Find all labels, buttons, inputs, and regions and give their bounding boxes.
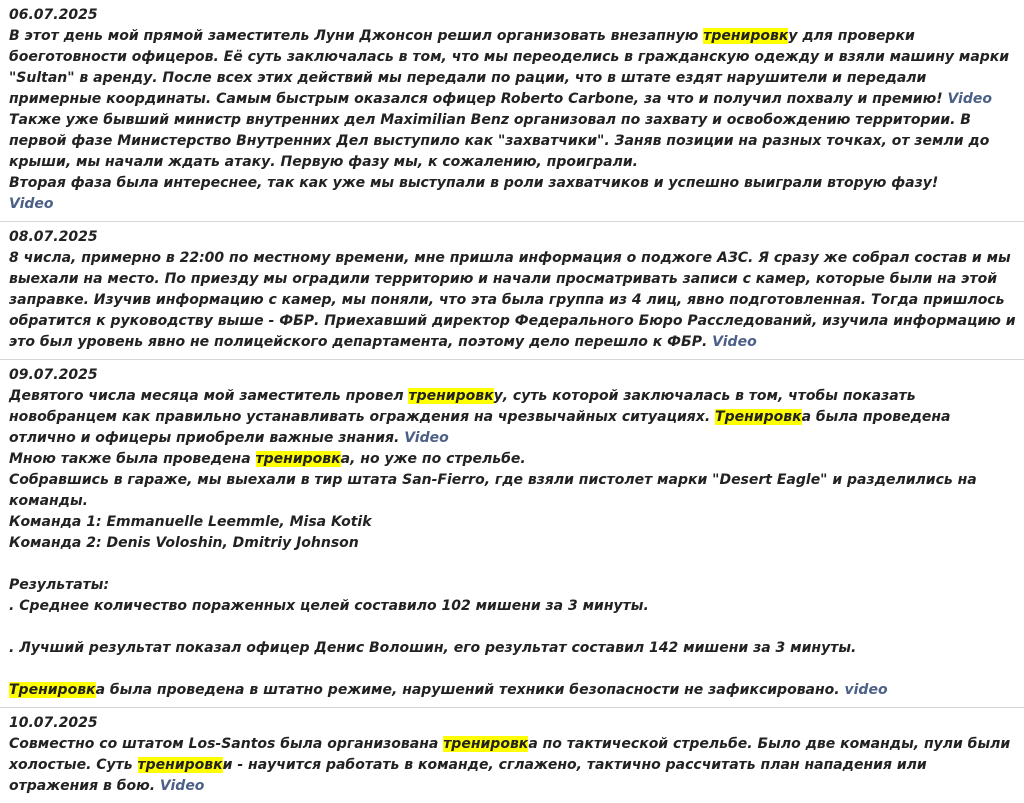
- paragraph-text: а была проведена в штатно режиме, нарушений техники безопасности не зафиксировано.: [95, 682, 845, 698]
- paragraph-text: а по тактической стрельбе. Было две команды, пули были холостые. Суть: [9, 736, 1011, 773]
- video-link[interactable]: Video: [9, 196, 54, 212]
- report-paragraph: [9, 533, 1018, 554]
- video-link[interactable]: Video: [712, 334, 757, 350]
- highlighted-term: тренировк: [443, 736, 529, 752]
- paragraph-text: Результаты:: [9, 577, 110, 593]
- highlighted-term: тренировк: [255, 451, 341, 467]
- highlighted-term: Тренировк: [715, 409, 802, 425]
- video-link[interactable]: video: [844, 682, 888, 698]
- report-entry: [0, 360, 1024, 708]
- report-paragraph: [9, 110, 1018, 173]
- video-link[interactable]: Video: [404, 430, 449, 446]
- paragraph-text: Команда 1: Emmanuelle Leemmle, Misa Kotik: [9, 514, 372, 530]
- report-paragraph: [9, 680, 1018, 701]
- report-paragraph: [9, 575, 1018, 596]
- report-paragraph: [9, 449, 1018, 470]
- paragraph-text: Мною также была проведена: [9, 451, 256, 467]
- report-paragraph: [9, 638, 1018, 659]
- report-paragraph: [9, 470, 1018, 512]
- report-paragraph: [9, 386, 1018, 449]
- video-link[interactable]: Video: [947, 91, 992, 107]
- paragraph-text: Совместно со штатом Los-Santos была организована: [9, 736, 444, 752]
- highlighted-term: Тренировк: [9, 682, 96, 698]
- blank-line: [9, 554, 1018, 575]
- paragraph-text: 8 числа, примерно в 22:00 по местному времени, мне пришла информация о поджоге АЗС. Я сразу же собрал состав и мы выехали на место. По приезду мы оградили территорию и начали просматривать записи с камер, которые были на этой заправке. Изучив информацию с камер, мы поняли, что эта была группа из 4 лиц, явно подготовленная. Тогда пришлось обратится к руководству выше - ФБР. Приехавший директор Федерального Бюро Расследований, изучила информацию и это был уровень явно не полицейского департамента, поэтому дело перешло к ФБР.: [9, 250, 1016, 350]
- report-entry: [0, 708, 1024, 803]
- highlighted-term: тренировк: [137, 757, 223, 773]
- report-paragraph: [9, 596, 1018, 617]
- blank-line: [9, 659, 1018, 680]
- entry-date: 10.07.2025: [9, 715, 98, 731]
- report-entry: [0, 0, 1024, 222]
- highlighted-term: тренировк: [703, 28, 789, 44]
- report-paragraph: [9, 512, 1018, 533]
- blank-line: [9, 617, 1018, 638]
- report-paragraph: [9, 173, 1018, 194]
- highlighted-term: тренировк: [408, 388, 494, 404]
- paragraph-text: у для проверки боеготовности офицеров. Её суть заключалась в том, что мы переоделись в гражданскую одежду и взяли машину марки "Sultan" в аренду. После всех этих действий мы передали по рации, что в штате ездят нарушители и передали примерные координаты. Самым быстрым оказался офицер Roberto Carbone, за что и получил похвалу и премию!: [9, 28, 1010, 107]
- paragraph-text: Вторая фаза была интереснее, так как уже мы выступали в роли захватчиков и успешно выиграли вторую фазу!: [9, 175, 939, 191]
- paragraph-text: . Среднее количество пораженных целей составило 102 мишени за 3 минуты.: [9, 598, 649, 614]
- paragraph-text: у, суть которой заключалась в том, чтобы показать новобранцем как правильно устанавливать ограждения на чрезвычайных ситуациях.: [9, 388, 916, 425]
- paragraph-text: Команда 2: Denis Voloshin, Dmitriy Johnson: [9, 535, 359, 551]
- paragraph-text: Девятого числа месяца мой заместитель провел: [9, 388, 409, 404]
- entry-date: 06.07.2025: [9, 7, 98, 23]
- paragraph-text: а была проведена отлично и офицеры приобрели важные знания.: [9, 409, 951, 446]
- paragraph-text: В этот день мой прямой заместитель Луни Джонсон решил организовать внезапную: [9, 28, 704, 44]
- paragraph-text: а, но уже по стрельбе.: [340, 451, 526, 467]
- report-entry: [0, 222, 1024, 360]
- report-paragraph: [9, 734, 1018, 797]
- report-paragraph: [9, 248, 1018, 353]
- entry-date: 09.07.2025: [9, 367, 98, 383]
- paragraph-text: . Лучший результат показал офицер Денис Волошин, его результат составил 142 мишени за 3 минуты.: [9, 640, 857, 656]
- entry-date: 08.07.2025: [9, 229, 98, 245]
- video-link[interactable]: Video: [159, 778, 205, 794]
- paragraph-text: Также уже бывший министр внутренних дел Maximilian Benz организовал по захвату и освобождению территории. В первой фазе Министерство Внутренних Дел выступило как "захватчики". Заняв позиции на разных точках, от земли до крыши, мы начали ждать атаку. Первую фазу мы, к сожалению, проиграли.: [9, 112, 990, 170]
- paragraph-text: Собравшись в гараже, мы выехали в тир штата San-Fierro, где взяли пистолет марки "Desert Eagle" и разделились на команды.: [9, 472, 977, 509]
- paragraph-text: и - научится работать в команде, сглажено, тактично рассчитать план нападения или отражения в бою.: [9, 757, 927, 794]
- report-paragraph: [9, 26, 1018, 110]
- report-paragraph: [9, 194, 1018, 215]
